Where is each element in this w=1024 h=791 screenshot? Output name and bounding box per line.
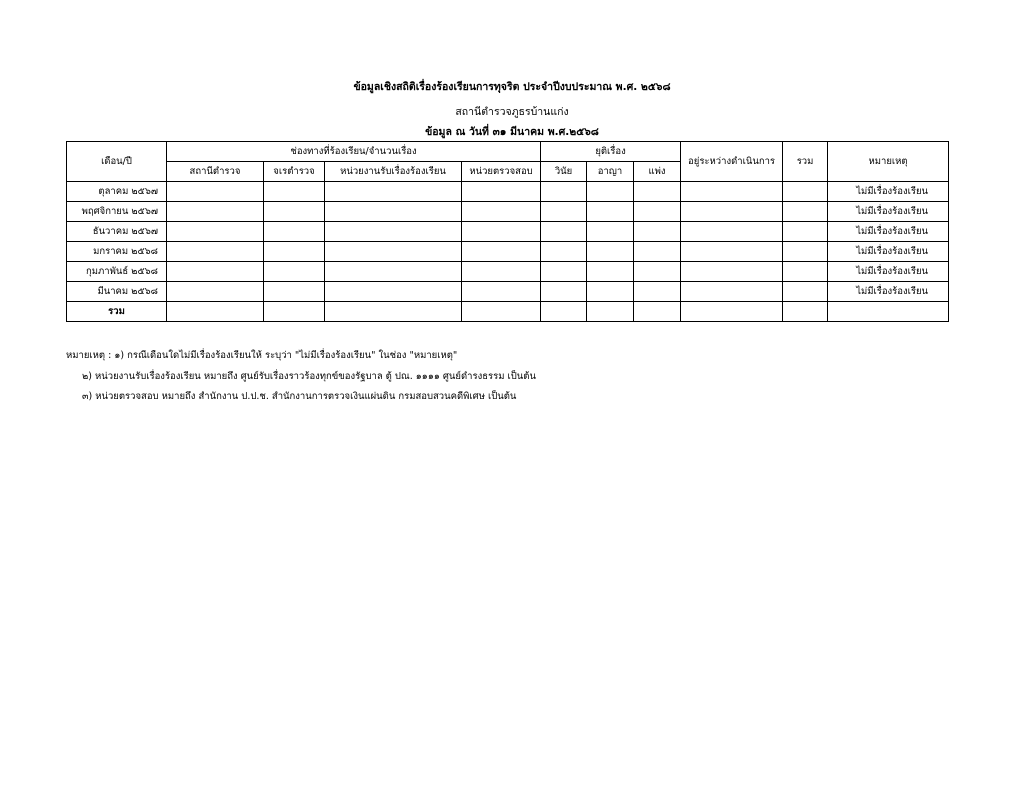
note-1: หมายเหตุ : ๑) กรณีเดือนใดไม่มีเรื่องร้องเรียนให้ ระบุว่า "ไม่มีเรื่องร้องเรียน" ในช่อง "หมายเหตุ" (66, 350, 458, 361)
closed-group-header: ยุติเรื่อง (541, 142, 681, 162)
table-row (67, 222, 949, 242)
header-row-1 (67, 142, 949, 162)
table-row (67, 242, 949, 262)
remark-cell: ไม่มีเรื่องร้องเรียน (828, 222, 949, 242)
channel-audit-unit-header: หน่วยตรวจสอบ (462, 162, 541, 182)
month-cell: มีนาคม ๒๕๖๘ (67, 282, 167, 302)
total-header: รวม (783, 142, 828, 182)
channel-police-station-header: สถานีตำรวจ (167, 162, 264, 182)
document-title: ข้อมูลเชิงสถิติเรื่องร้องเรียนการทุจริต ประจำปีงบประมาณ พ.ศ. ๒๕๖๘ (353, 81, 671, 93)
remark-cell: ไม่มีเรื่องร้องเรียน (828, 262, 949, 282)
station-name: สถานีตำรวจภูธรบ้านแก่ง (455, 106, 569, 118)
complaint-statistics-table (66, 141, 949, 322)
month-cell: ธันวาคม ๒๕๖๗ (67, 222, 167, 242)
note-3: ๓) หน่วยตรวจสอบ หมายถึง สำนักงาน ป.ป.ช. สำนักงานการตรวจเงินแผ่นดิน กรมสอบสวนคดีพิเศษ เป็นต้น (82, 391, 517, 402)
remark-cell: ไม่มีเรื่องร้องเรียน (828, 202, 949, 222)
table-row (67, 262, 949, 282)
note-2: ๒) หน่วยงานรับเรื่องร้องเรียน หมายถึง ศูนย์รับเรื่องราวร้องทุกข์ของรัฐบาล ตู้ ปณ. ๑๑๑๑ ศูนย์ดำรงธรรม เป็นต้น (82, 371, 536, 382)
table-row (67, 182, 949, 202)
remark-cell: ไม่มีเรื่องร้องเรียน (828, 242, 949, 262)
closed-discipline-header: วินัย (541, 162, 587, 182)
total-row (67, 302, 949, 322)
closed-criminal-header: อาญา (587, 162, 634, 182)
total-label: รวม (67, 302, 167, 322)
month-header: เดือน/ปี (67, 142, 167, 182)
remark-header: หมายเหตุ (828, 142, 949, 182)
remark-cell: ไม่มีเรื่องร้องเรียน (828, 182, 949, 202)
as-of-date: ข้อมูล ณ วันที่ ๓๑ มีนาคม พ.ศ.๒๕๖๘ (425, 126, 599, 138)
month-cell: มกราคม ๒๕๖๘ (67, 242, 167, 262)
channel-inspector-header: จเรตำรวจ (264, 162, 325, 182)
channel-complaint-agency-header: หน่วยงานรับเรื่องร้องเรียน (325, 162, 462, 182)
closed-civil-header: แพ่ง (634, 162, 681, 182)
channels-group-header: ช่องทางที่ร้องเรียน/จำนวนเรื่อง (167, 142, 541, 162)
table-row (67, 282, 949, 302)
in-progress-header: อยู่ระหว่างดำเนินการ (681, 142, 783, 182)
remark-cell: ไม่มีเรื่องร้องเรียน (828, 282, 949, 302)
month-cell: พฤศจิกายน ๒๕๖๗ (67, 202, 167, 222)
month-cell: กุมภาพันธ์ ๒๕๖๘ (67, 262, 167, 282)
month-cell: ตุลาคม ๒๕๖๗ (67, 182, 167, 202)
table-row (67, 202, 949, 222)
